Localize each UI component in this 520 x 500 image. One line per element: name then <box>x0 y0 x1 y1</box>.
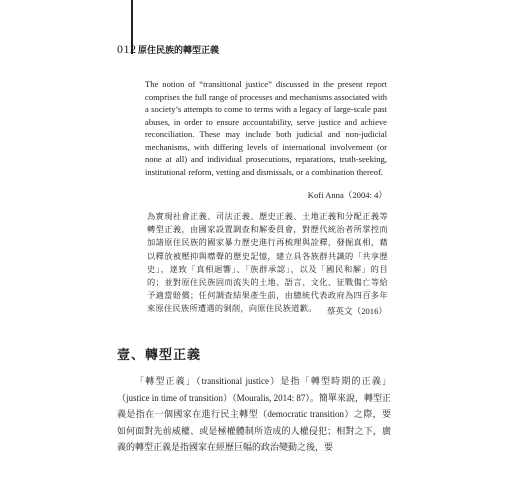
running-title: 原住民族的轉型正義 <box>138 45 220 55</box>
epigraph-chinese-attribution: 蔡英文（2016） <box>326 306 387 316</box>
page-number-text: 012 <box>117 42 137 56</box>
page-number <box>117 42 137 57</box>
epigraph-chinese: 為實現社會正義、司法正義、歷史正義、土地正義和分配正義等轉型正義，由國家設置調查和解委員會，對歷代統治者所掌控而加諸原住民族的國家暴力歷史進行再梳理與詮釋，發掘真相，藉以釋放被壓抑與噤聲的歷史記憶，建立具各族群共識的「共享歷史」，達致「真相迴響」、「族群承認」，以及「國民和解」的目的；並對原住民族固而流失的土地、語言、文化、征戰傷亡等給予適當賠償；任何調查結果產生前，由總統代表政府為四百多年來原住民族所遭遇的剝削，向原住民族道歉。 <box>147 212 388 314</box>
body-paragraph: 「轉型正義」（transitional justice）是指「轉型時期的正義」（justice in time of transition）（Mouralis, 2014: 87）。簡單來說，轉型正義是指在一個國家在進行民主轉型（democratic transition）之際，要如何面對先前威權、或是極權體制所造成的人權侵犯；相對之下，廣義的轉型正義是指國家在經歷巨幅的政治變動之後，要 <box>117 376 391 452</box>
epigraph-english-attribution: Kofi Anna（2004: 4） <box>307 190 387 200</box>
section-heading: 壹、轉型正義 <box>117 347 202 362</box>
epigraph-english: The notion of “transitional justice” discussed in the present report comprises the full range of processes and mechanisms associated with a society’s attempts to come to terms with a legacy of large-scale past abuses, in order to ensure accountability, serve justice and achieve reconciliation. These may include both judicial and non-judicial mechanisms, with differing levels of international involvement (or none at all) and individual prosecutions, reparations, truth-seeking, institutional reform, vetting and dismissals, or a combination thereof. <box>145 79 387 177</box>
